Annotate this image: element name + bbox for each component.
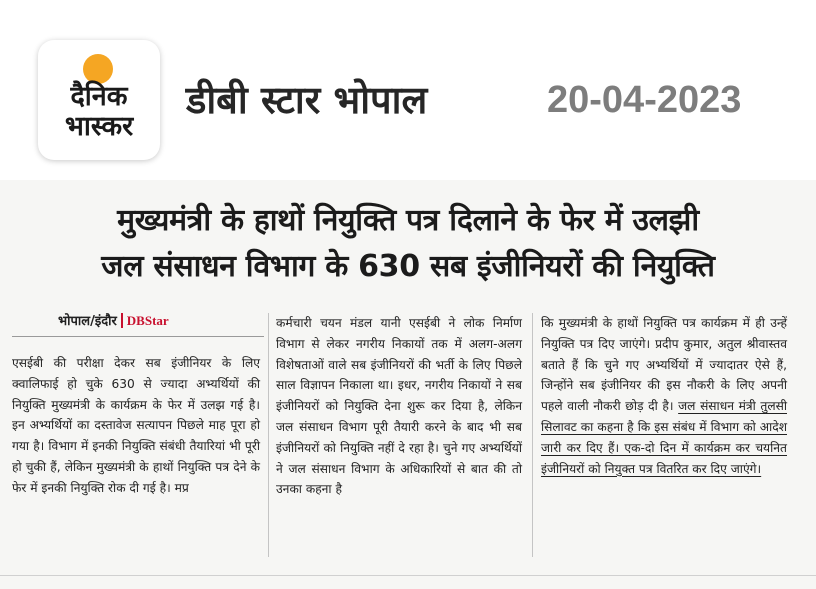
edition-date: 20-04-2023 [547, 79, 742, 121]
article-column-2: कर्मचारी चयन मंडल यानी एसईबी ने लोक निर्माण विभाग से लेकर नगरीय निकायों तक में अलग-अलग विशेषताओं वाले सब इंजीनियरों की भर्ती के लिए पिछले साल विज्ञापन निकाला था। इधर, नगरीय निकायों ने सब इंजीनियरों को नियुक्ति देना शुरू कर दिया है, लेकिन जल संसाधन विभाग पूरी तैयारी करने के बाद भी सब इंजीनियरों को नियुक्ति नहीं दे रहा है। चुने गए अभ्यर्थियों ने जल संसाधन विभाग के अधिकारियों से बात की तो उनका कहना है [276, 316, 522, 497]
edition-title: डीबी स्टार भोपाल [186, 78, 428, 122]
headline-line-2: जल संसाधन विभाग के 630 सब इंजीनियरों की नियुक्ति [101, 249, 715, 284]
article-column-3 [541, 313, 787, 479]
page-header [0, 0, 816, 180]
headline-line-1: मुख्यमंत्री के हाथों नियुक्ति पत्र दिलाने के फेर में उलझी [117, 203, 699, 238]
column-3-text: कि मुख्यमंत्री के हाथों नियुक्ति पत्र कार्यक्रम में ही उन्हें नियुक्ति पत्र दिए जाएंगे। प्रदीप कुमार, अतुल श्रीवास्तव बताते हैं कि चुने गए अभ्यर्थियों में ज्यादातर ऐसे हैं, जिन्होंने सब इंजीनियर की इस नौकरी के लिए अपनी पहले वाली नौकरी छोड़ दी है। [541, 316, 787, 414]
dateline [58, 311, 268, 332]
headline [14, 198, 802, 290]
dbstar-brand: DBStar [121, 313, 169, 328]
column-divider [268, 313, 269, 557]
dateline-place: भोपाल/इंदौर [58, 314, 117, 329]
dateline-divider [12, 336, 264, 337]
logo-text-line1: दैनिक [70, 81, 128, 112]
column-divider [532, 313, 533, 557]
sun-icon [83, 54, 113, 84]
article-column-1: एसईबी की परीक्षा देकर सब इंजीनियर के लिए क्वालिफाई हो चुके 630 से ज्यादा अभ्यर्थियों की नियुक्ति मुख्यमंत्री के कार्यक्रम के फेर में उलझ गई है। इन अभ्यर्थियों का दस्तावेज सत्यापन पिछले माह पूरा हो गया है। विभाग में इनकी नियुक्ति संबंधी तैयारियां भी पूरी हो चुकी हैं, लेकिन मुख्यमंत्री के हाथों नियुक्ति पत्र देने के फेर में इनकी नियुक्ति रोक दी गई है। मप्र [12, 356, 260, 495]
news-clipping [0, 180, 816, 589]
bottom-divider [0, 575, 816, 576]
logo-text-line2: भास्कर [64, 111, 134, 142]
dainik-bhaskar-logo [38, 40, 160, 160]
column-3-underlined-text: जल संसाधन मंत्री तुलसी सिलावट का कहना है कि इस संबंध में विभाग को आदेश जारी कर दिए हैं। एक-दो दिन में कार्यक्रम कर चयनित इंजीनियरों को नियुक्त पत्र वितरित कर दिए जाएंगे। [541, 399, 787, 476]
